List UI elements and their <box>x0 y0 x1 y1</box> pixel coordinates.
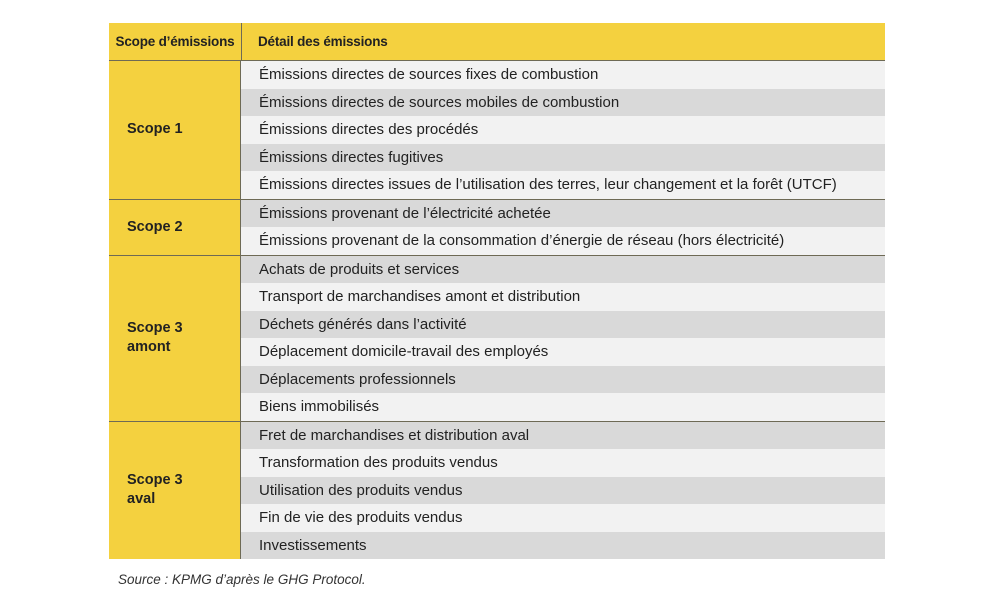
scope-label-line: Scope 1 <box>127 121 183 138</box>
table-row: Achats de produits et services <box>241 256 885 284</box>
table-row: Émissions directes issues de l’utilisation des terres, leur changement et la forêt (UTCF) <box>241 171 885 199</box>
header-scope: Scope d’émissions <box>109 23 242 60</box>
scope-group <box>109 60 885 199</box>
table-row: Utilisation des produits vendus <box>241 477 885 505</box>
emissions-table <box>109 23 885 559</box>
scope-group <box>109 255 885 421</box>
table-header <box>109 23 885 60</box>
scope-label-line: aval <box>127 491 156 508</box>
table-row: Fin de vie des produits vendus <box>241 504 885 532</box>
scope-label <box>109 422 241 560</box>
table-row: Déchets générés dans l’activité <box>241 311 885 339</box>
table-row: Investissements <box>241 532 885 560</box>
table-row: Émissions directes de sources fixes de combustion <box>241 61 885 89</box>
scope-label-line: Scope 3 <box>127 472 183 489</box>
table-row: Émissions provenant de la consommation d’énergie de réseau (hors électricité) <box>241 227 885 255</box>
table-row: Déplacement domicile-travail des employés <box>241 338 885 366</box>
scope-label-line: Scope 2 <box>127 218 183 235</box>
table-row: Émissions provenant de l’électricité achetée <box>241 200 885 228</box>
table-row: Émissions directes de sources mobiles de combustion <box>241 89 885 117</box>
table-row: Biens immobilisés <box>241 393 885 421</box>
table-row: Transformation des produits vendus <box>241 449 885 477</box>
scope-label <box>109 256 241 421</box>
scope-group <box>109 421 885 560</box>
table-row: Émissions directes des procédés <box>241 116 885 144</box>
table-row: Transport de marchandises amont et distribution <box>241 283 885 311</box>
scope-label-line: Scope 3 <box>127 320 183 336</box>
scope-group <box>109 199 885 255</box>
table-row: Fret de marchandises et distribution aval <box>241 422 885 450</box>
source-note: Source : KPMG d’après le GHG Protocol. <box>118 572 366 587</box>
table-row: Émissions directes fugitives <box>241 144 885 172</box>
table-row: Déplacements professionnels <box>241 366 885 394</box>
header-detail: Détail des émissions <box>258 34 388 49</box>
scope-label <box>109 200 241 255</box>
scope-label-line: amont <box>127 339 171 355</box>
scope-label <box>109 61 241 199</box>
table-body <box>109 60 885 559</box>
